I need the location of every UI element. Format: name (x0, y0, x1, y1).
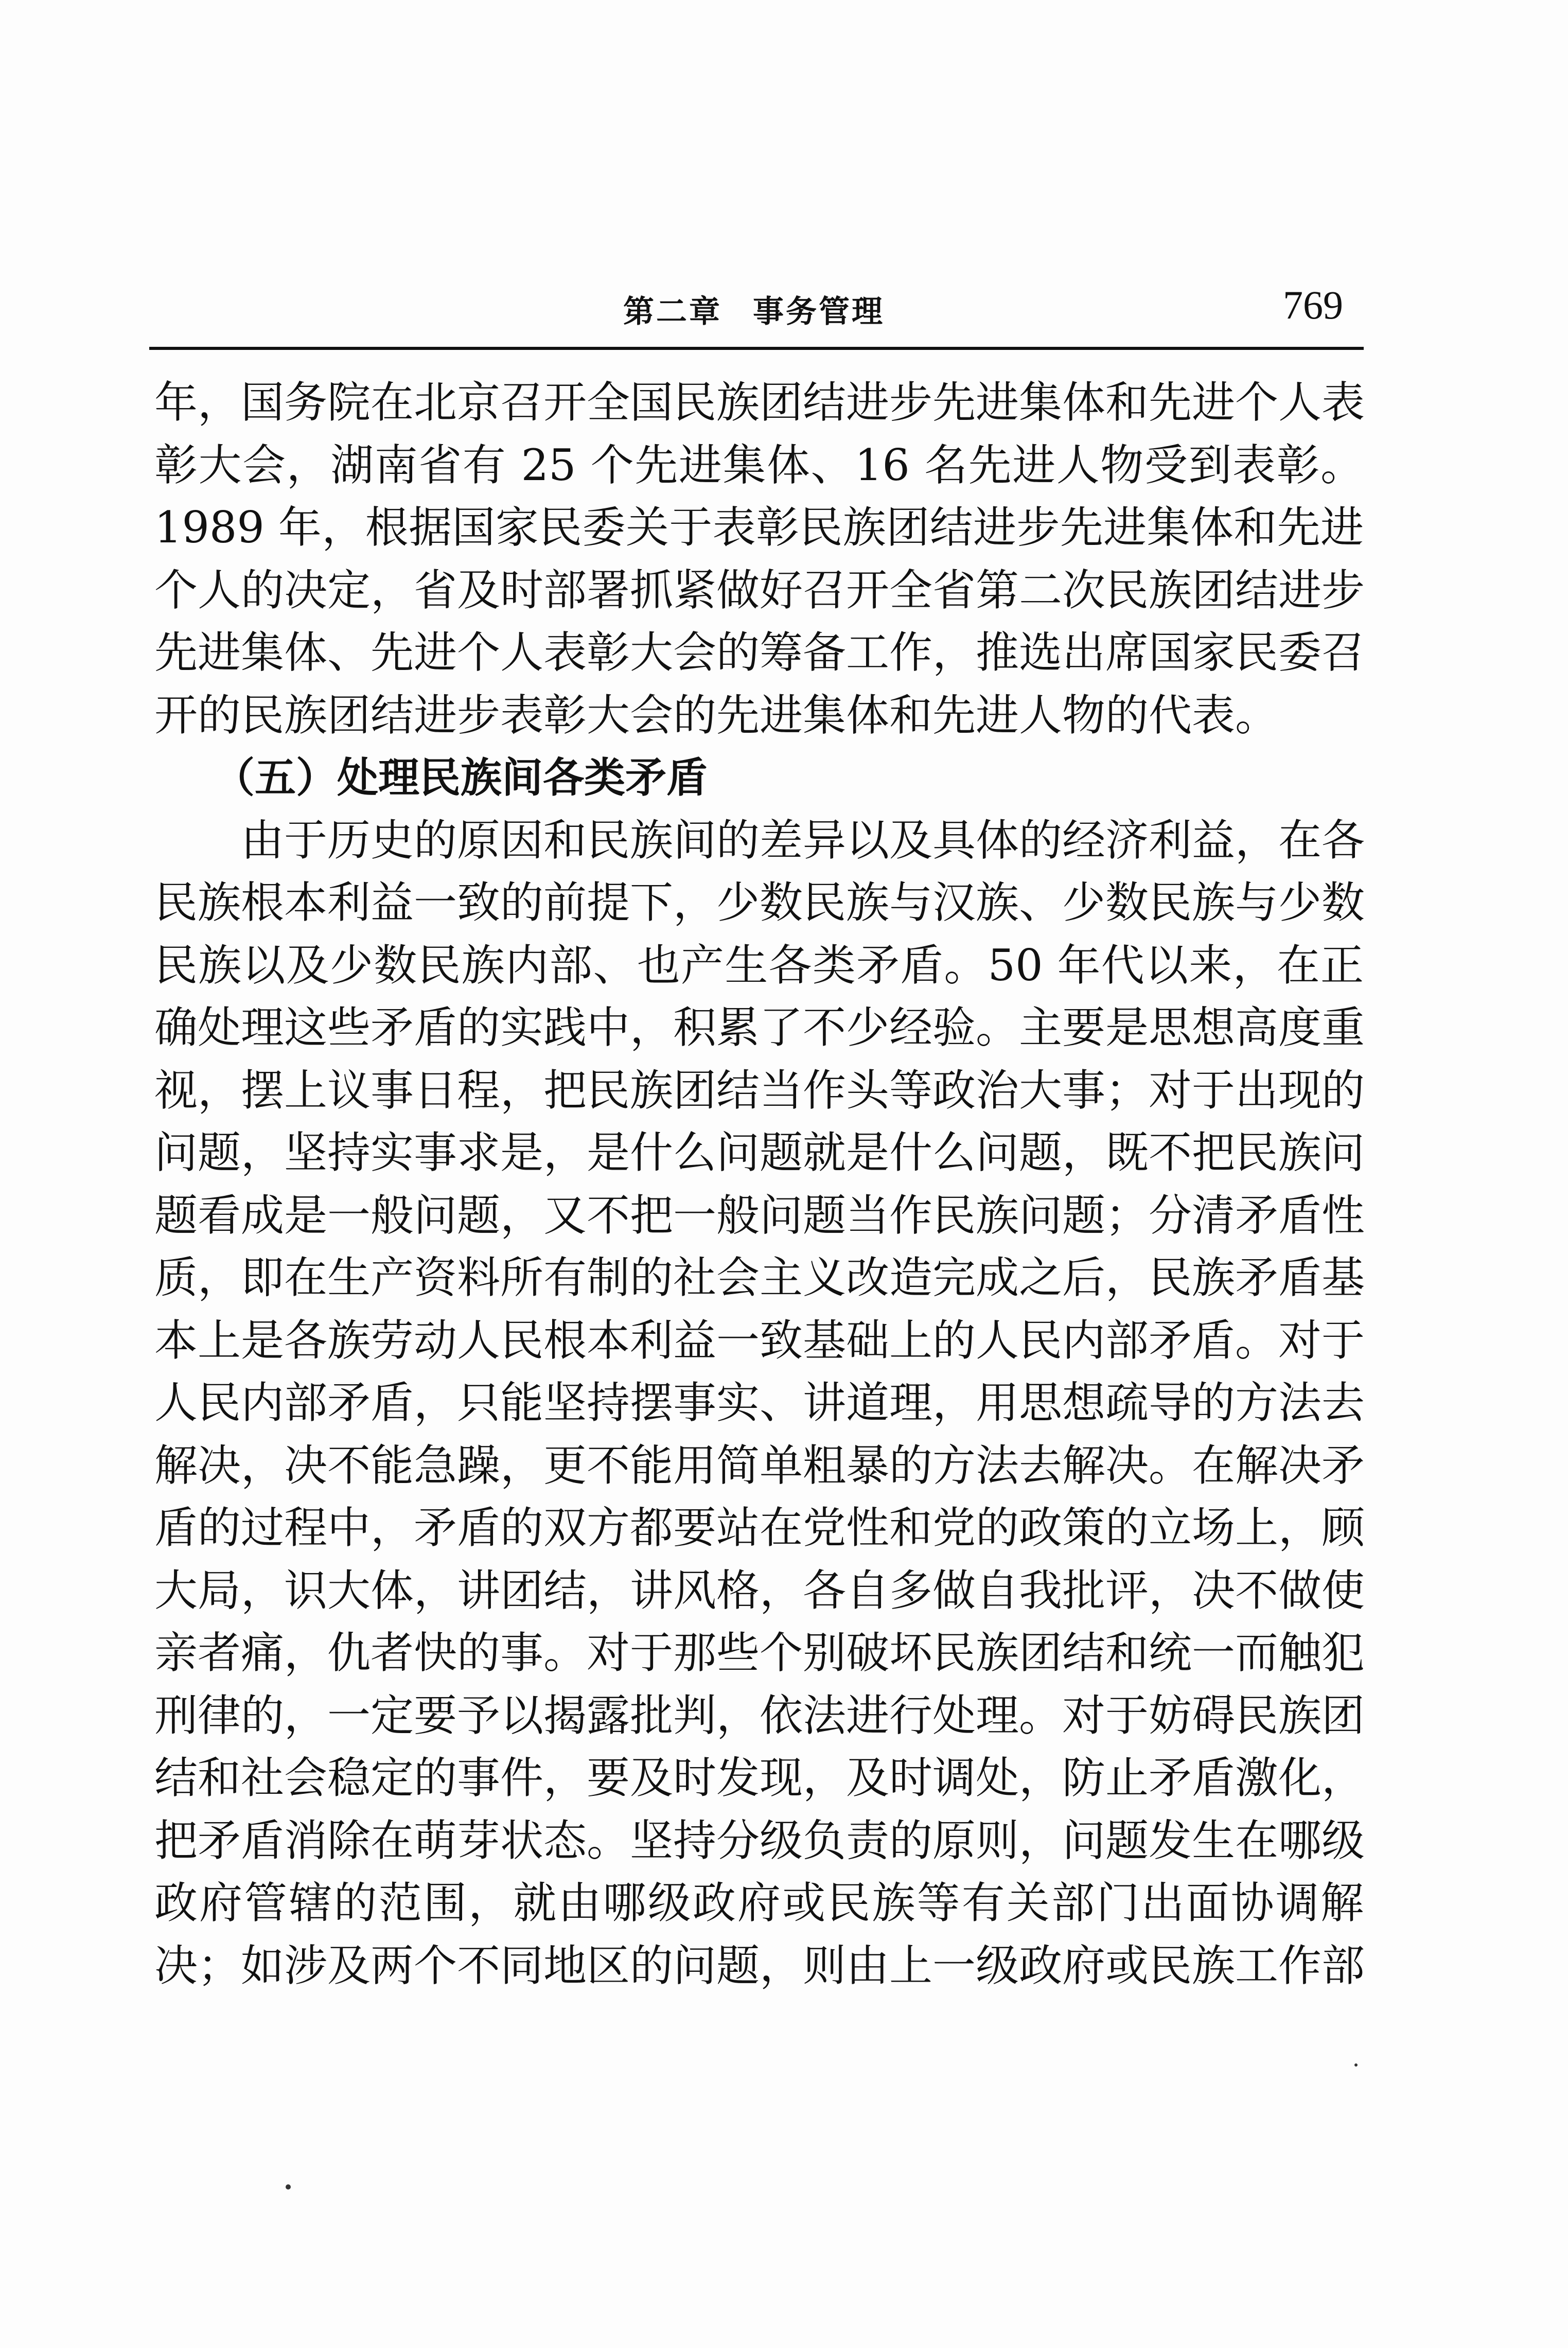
text-line: 视，摆上议事日程，把民族团结当作头等政治大事；对于出现的 (154, 1065, 1365, 1116)
paragraph-2 (154, 809, 1364, 1998)
section-label: 事务管理 (753, 294, 885, 330)
body-text (154, 372, 1364, 1997)
text-line: 题看成是一般问题，又不把一般问题当作民族问题；分清矛盾性 (154, 1190, 1365, 1241)
print-speck (1354, 2063, 1358, 2067)
text-line: 1989 年，根据国家民委关于表彰民族团结进步先进集体和先进 (154, 502, 1364, 553)
text-line: 民族以及少数民族内部、也产生各类矛盾。50 年代以来，在正 (154, 940, 1364, 991)
running-header (149, 282, 1359, 339)
text-line: 问题，坚持实事求是，是什么问题就是什么问题，既不把民族问 (154, 1127, 1365, 1178)
header-rule (149, 347, 1364, 350)
text-line: 把矛盾消除在萌芽状态。坚持分级负责的原则，问题发生在哪级 (154, 1815, 1365, 1866)
text-line: 由于历史的原因和民族间的差异以及具体的经济利益，在各 (241, 815, 1365, 866)
print-speck (286, 2184, 291, 2190)
page-number: 769 (1283, 283, 1343, 327)
text-line: 刑律的，一定要予以揭露批判，依法进行处理。对于妨碍民族团 (154, 1690, 1365, 1741)
text-line: 结和社会稳定的事件，要及时发现，及时调处，防止矛盾激化， (154, 1753, 1365, 1803)
section-heading: （五）处理民族间各类矛盾 (214, 754, 708, 802)
text-line: 人民内部矛盾，只能坚持摆事实、讲道理，用思想疏导的方法去 (154, 1378, 1365, 1428)
text-line: 大局，识大体，讲团结，讲风格，各自多做自我批评，决不做使 (154, 1565, 1365, 1616)
text-line: 先进集体、先进个人表彰大会的筹备工作，推选出席国家民委召 (154, 627, 1365, 678)
text-line: 个人的决定，省及时部署抓紧做好召开全省第二次民族团结进步 (154, 564, 1365, 615)
text-line: 年，国务院在北京召开全国民族团结进步先进集体和先进个人表 (154, 377, 1365, 428)
text-line: 确处理这些矛盾的实践中，积累了不少经验。主要是思想高度重 (154, 1002, 1365, 1053)
chapter-label: 第二章 (623, 294, 722, 330)
paragraph-1 (154, 372, 1364, 747)
text-line: 决；如涉及两个不同地区的问题，则由上一级政府或民族工作部 (154, 1940, 1365, 1991)
text-line: 彰大会，湖南省有 25 个先进集体、16 名先进人物受到表彰。 (154, 439, 1364, 490)
header-title (149, 287, 1359, 331)
text-line: 亲者痛，仇者快的事。对于那些个别破坏民族团结和统一而触犯 (154, 1628, 1365, 1678)
text-line: 本上是各族劳动人民根本利益一致基础上的人民内部矛盾。对于 (154, 1315, 1365, 1366)
text-line: 开的民族团结进步表彰大会的先进集体和先进人物的代表。 (154, 690, 1279, 740)
text-line: 质，即在生产资料所有制的社会主义改造完成之后，民族矛盾基 (154, 1252, 1365, 1303)
text-line: 解决，决不能急躁，更不能用简单粗暴的方法去解决。在解决矛 (154, 1440, 1365, 1491)
text-line: 盾的过程中，矛盾的双方都要站在党性和党的政策的立场上，顾 (154, 1503, 1365, 1553)
text-line: 民族根本利益一致的前提下，少数民族与汉族、少数民族与少数 (154, 877, 1365, 928)
text-line: 政府管辖的范围，就由哪级政府或民族等有关部门出面协调解 (154, 1878, 1364, 1928)
